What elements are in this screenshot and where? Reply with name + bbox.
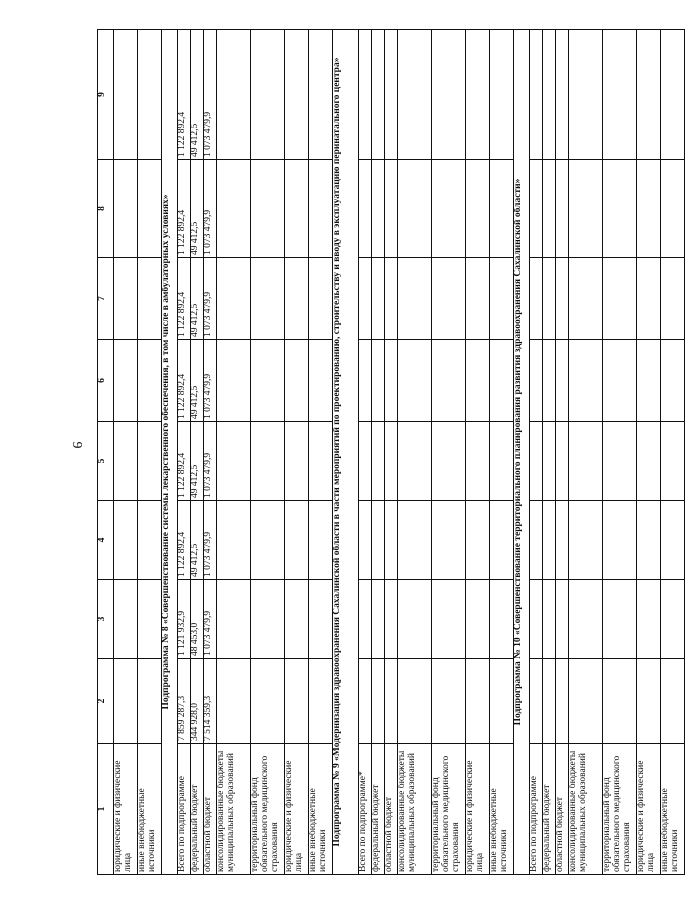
value-cell	[466, 258, 490, 340]
value-cell: 1 121 932,9	[178, 580, 191, 659]
subprogram-title: Подпрограмма № 10 «Совершенствование территориального планирования развития здравоохранения Сахалинской области»	[514, 30, 530, 875]
table-row	[204, 30, 217, 875]
subprogram-title: Подпрограмма № 8 «Совершенствование системы лекарственного обеспечения, в том числе в амбулаторных условиях»	[162, 30, 178, 875]
value-cell	[385, 258, 398, 340]
row-label: консолидированные бюджеты муниципальных образований	[217, 744, 251, 875]
row-label: Всего по подпрограмме	[530, 744, 543, 875]
page-number: 9	[69, 441, 84, 449]
value-cell	[309, 258, 333, 340]
value-cell: 1 073 479,9	[204, 501, 217, 580]
value-cell	[432, 422, 466, 501]
value-cell	[530, 30, 543, 160]
table-row	[490, 30, 514, 875]
row-label: федеральный бюджет	[543, 744, 556, 875]
value-cell	[603, 258, 637, 340]
value-cell	[432, 30, 466, 160]
value-cell	[217, 30, 251, 160]
value-cell	[432, 580, 466, 659]
column-header: 1	[98, 744, 114, 875]
value-cell	[637, 580, 661, 659]
subprogram-header-row	[333, 30, 359, 875]
value-cell	[138, 501, 162, 580]
value-cell	[285, 422, 309, 501]
value-cell	[569, 160, 603, 258]
value-cell	[543, 30, 556, 160]
value-cell	[217, 258, 251, 340]
value-cell	[359, 659, 372, 744]
value-cell	[556, 340, 569, 422]
value-cell	[661, 422, 685, 501]
value-cell	[603, 501, 637, 580]
value-cell	[432, 258, 466, 340]
value-cell: 1 122 892,4	[178, 422, 191, 501]
value-cell	[637, 501, 661, 580]
value-cell	[385, 30, 398, 160]
value-cell	[309, 422, 333, 501]
table-row	[251, 30, 285, 875]
value-cell: 49 412,5	[191, 501, 204, 580]
value-cell	[490, 659, 514, 744]
table-row	[217, 30, 251, 875]
row-label: федеральный бюджет	[372, 744, 385, 875]
row-label: консолидированные бюджеты муниципальных образований	[398, 744, 432, 875]
value-cell	[251, 422, 285, 501]
value-cell	[569, 659, 603, 744]
value-cell	[398, 258, 432, 340]
value-cell	[398, 580, 432, 659]
value-cell	[285, 501, 309, 580]
value-cell	[490, 501, 514, 580]
value-cell: 1 122 892,4	[178, 340, 191, 422]
value-cell	[114, 160, 138, 258]
value-cell	[309, 659, 333, 744]
table-row	[285, 30, 309, 875]
value-cell	[251, 258, 285, 340]
value-cell	[556, 422, 569, 501]
value-cell: 1 122 892,4	[178, 258, 191, 340]
value-cell	[398, 422, 432, 501]
value-cell	[603, 580, 637, 659]
row-label: областной бюджет	[204, 744, 217, 875]
value-cell	[603, 160, 637, 258]
value-cell	[556, 501, 569, 580]
row-label: иные внебюджетные источники	[490, 744, 514, 875]
value-cell: 1 073 479,9	[204, 580, 217, 659]
value-cell	[285, 160, 309, 258]
value-cell	[359, 258, 372, 340]
value-cell	[251, 30, 285, 160]
value-cell: 1 122 892,4	[178, 160, 191, 258]
value-cell: 1 073 479,9	[204, 258, 217, 340]
value-cell	[217, 659, 251, 744]
table-row	[603, 30, 637, 875]
value-cell	[543, 340, 556, 422]
value-cell	[661, 501, 685, 580]
value-cell	[398, 160, 432, 258]
value-cell	[637, 340, 661, 422]
row-label: иные внебюджетные источники	[138, 744, 162, 875]
value-cell	[372, 422, 385, 501]
row-label: юридические и физические лица	[285, 744, 309, 875]
value-cell	[359, 30, 372, 160]
value-cell	[138, 258, 162, 340]
value-cell	[114, 659, 138, 744]
value-cell	[138, 160, 162, 258]
value-cell	[530, 501, 543, 580]
value-cell	[359, 160, 372, 258]
value-cell	[466, 340, 490, 422]
value-cell	[285, 30, 309, 160]
value-cell	[530, 258, 543, 340]
row-label: иные внебюджетные источники	[661, 744, 685, 875]
table-row	[191, 30, 204, 875]
value-cell: 49 412,5	[191, 30, 204, 160]
row-label: Всего по подпрограмме*	[359, 744, 372, 875]
value-cell: 7 859 287,3	[178, 659, 191, 744]
value-cell	[138, 30, 162, 160]
value-cell	[530, 580, 543, 659]
column-header: 4	[98, 501, 114, 580]
value-cell	[285, 258, 309, 340]
value-cell	[138, 659, 162, 744]
table-row	[637, 30, 661, 875]
row-label: территориальный фонд обязательного медицинского страхования	[603, 744, 637, 875]
value-cell	[637, 659, 661, 744]
value-cell	[217, 160, 251, 258]
column-header: 6	[98, 340, 114, 422]
value-cell	[251, 580, 285, 659]
table-row	[530, 30, 543, 875]
table-row	[556, 30, 569, 875]
value-cell: 1 073 479,9	[204, 30, 217, 160]
value-cell	[217, 501, 251, 580]
row-label: областной бюджет	[556, 744, 569, 875]
value-cell	[309, 160, 333, 258]
value-cell	[637, 422, 661, 501]
value-cell	[372, 340, 385, 422]
value-cell	[661, 258, 685, 340]
table-row	[372, 30, 385, 875]
value-cell	[543, 422, 556, 501]
row-label: юридические и физические лица	[466, 744, 490, 875]
value-cell	[385, 501, 398, 580]
value-cell	[114, 580, 138, 659]
value-cell	[556, 160, 569, 258]
row-label: федеральный бюджет	[191, 744, 204, 875]
value-cell	[138, 422, 162, 501]
column-number-header-row	[98, 30, 114, 875]
table-row	[309, 30, 333, 875]
value-cell	[530, 659, 543, 744]
value-cell: 1 073 479,9	[204, 422, 217, 501]
value-cell	[285, 580, 309, 659]
value-cell	[569, 258, 603, 340]
value-cell	[372, 659, 385, 744]
value-cell	[543, 258, 556, 340]
budget-table	[97, 29, 685, 875]
value-cell	[661, 580, 685, 659]
value-cell	[661, 160, 685, 258]
value-cell	[466, 501, 490, 580]
value-cell	[217, 422, 251, 501]
value-cell	[114, 258, 138, 340]
value-cell	[359, 501, 372, 580]
value-cell	[543, 160, 556, 258]
value-cell	[556, 258, 569, 340]
value-cell	[569, 501, 603, 580]
value-cell	[466, 30, 490, 160]
value-cell: 1 073 479,9	[204, 340, 217, 422]
value-cell	[372, 580, 385, 659]
value-cell	[432, 160, 466, 258]
value-cell	[398, 340, 432, 422]
column-header: 9	[98, 30, 114, 160]
row-label: юридические и физические лица	[114, 744, 138, 875]
table-row	[543, 30, 556, 875]
value-cell	[661, 30, 685, 160]
value-cell	[432, 340, 466, 422]
value-cell	[661, 340, 685, 422]
value-cell	[285, 340, 309, 422]
value-cell	[251, 340, 285, 422]
subprogram-title: Подпрограмма № 9 «Модернизация здравоохранения Сахалинской области в части мероприятий по проектированию, строительству и вводу в эксплуатацию перинатального центра»	[333, 30, 359, 875]
value-cell	[530, 340, 543, 422]
value-cell	[359, 580, 372, 659]
value-cell: 49 412,5	[191, 422, 204, 501]
table-row	[385, 30, 398, 875]
table-row	[359, 30, 372, 875]
value-cell	[285, 659, 309, 744]
value-cell	[138, 580, 162, 659]
value-cell	[603, 422, 637, 501]
value-cell	[251, 160, 285, 258]
value-cell	[385, 580, 398, 659]
value-cell	[466, 659, 490, 744]
row-label: территориальный фонд обязательного медицинского страхования	[251, 744, 285, 875]
value-cell	[138, 340, 162, 422]
table-row	[661, 30, 685, 875]
value-cell	[309, 580, 333, 659]
value-cell	[385, 160, 398, 258]
value-cell	[569, 580, 603, 659]
value-cell	[359, 340, 372, 422]
value-cell	[661, 659, 685, 744]
value-cell	[556, 580, 569, 659]
value-cell	[466, 580, 490, 659]
value-cell	[432, 659, 466, 744]
value-cell	[309, 340, 333, 422]
value-cell	[603, 30, 637, 160]
value-cell	[398, 659, 432, 744]
row-label: юридические и физические лица	[637, 744, 661, 875]
table-row	[138, 30, 162, 875]
value-cell: 1 122 892,4	[178, 501, 191, 580]
column-header: 3	[98, 580, 114, 659]
table-row	[432, 30, 466, 875]
value-cell	[490, 580, 514, 659]
value-cell	[466, 160, 490, 258]
value-cell	[466, 422, 490, 501]
table-row	[178, 30, 191, 875]
column-header: 2	[98, 659, 114, 744]
value-cell	[217, 340, 251, 422]
value-cell	[603, 659, 637, 744]
row-label: консолидированные бюджеты муниципальных образований	[569, 744, 603, 875]
value-cell	[530, 422, 543, 501]
value-cell: 49 412,5	[191, 258, 204, 340]
value-cell	[398, 501, 432, 580]
value-cell	[309, 501, 333, 580]
value-cell	[543, 659, 556, 744]
value-cell: 49 412,5	[191, 160, 204, 258]
table-row	[569, 30, 603, 875]
value-cell	[309, 30, 333, 160]
value-cell	[385, 422, 398, 501]
value-cell: 1 122 892,4	[178, 30, 191, 160]
row-label: иные внебюджетные источники	[309, 744, 333, 875]
value-cell	[385, 340, 398, 422]
value-cell	[490, 30, 514, 160]
value-cell	[372, 30, 385, 160]
value-cell	[251, 501, 285, 580]
value-cell	[251, 659, 285, 744]
value-cell	[490, 340, 514, 422]
value-cell	[372, 160, 385, 258]
row-label: Всего по подпрограмме	[178, 744, 191, 875]
column-header: 8	[98, 160, 114, 258]
value-cell: 344 928,0	[191, 659, 204, 744]
value-cell	[114, 422, 138, 501]
value-cell	[603, 340, 637, 422]
value-cell	[530, 160, 543, 258]
value-cell	[432, 501, 466, 580]
subprogram-header-row	[162, 30, 178, 875]
value-cell	[569, 30, 603, 160]
value-cell	[490, 422, 514, 501]
value-cell	[372, 501, 385, 580]
value-cell	[114, 501, 138, 580]
column-header: 5	[98, 422, 114, 501]
value-cell	[217, 580, 251, 659]
value-cell: 1 073 479,9	[204, 160, 217, 258]
value-cell	[490, 258, 514, 340]
value-cell	[372, 258, 385, 340]
value-cell	[359, 422, 372, 501]
value-cell	[543, 501, 556, 580]
table-body	[114, 30, 685, 875]
value-cell	[114, 340, 138, 422]
value-cell	[637, 160, 661, 258]
table-row	[466, 30, 490, 875]
value-cell	[543, 580, 556, 659]
row-label: территориальный фонд обязательного медицинского страхования	[432, 744, 466, 875]
rotated-table-sheet	[97, 30, 680, 875]
value-cell	[637, 258, 661, 340]
value-cell	[556, 659, 569, 744]
value-cell	[569, 422, 603, 501]
value-cell: 48 453,0	[191, 580, 204, 659]
value-cell: 7 514 359,3	[204, 659, 217, 744]
value-cell	[114, 30, 138, 160]
value-cell	[490, 160, 514, 258]
value-cell	[569, 340, 603, 422]
column-header: 7	[98, 258, 114, 340]
subprogram-header-row	[514, 30, 530, 875]
value-cell	[385, 659, 398, 744]
value-cell	[398, 30, 432, 160]
table-row	[114, 30, 138, 875]
value-cell	[637, 30, 661, 160]
table-row	[398, 30, 432, 875]
value-cell: 49 412,5	[191, 340, 204, 422]
value-cell	[556, 30, 569, 160]
row-label: областной бюджет	[385, 744, 398, 875]
